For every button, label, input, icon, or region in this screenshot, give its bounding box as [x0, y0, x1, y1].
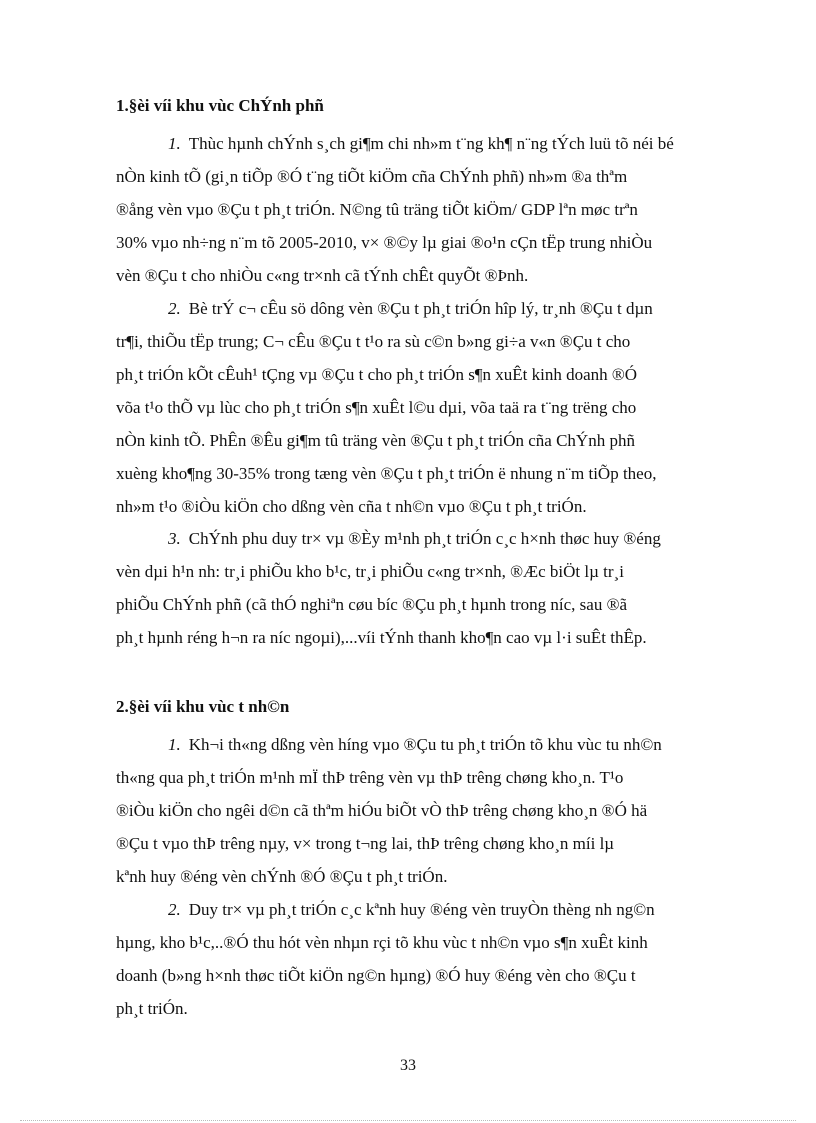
section-2-para-2-line-4: ph¸t triÓn.: [116, 999, 188, 1018]
section-1-para-1-line-3: ®ång vèn vµo ®Çu t ph¸t triÓn. N©ng tû träng tiÕt kiÖm/ GDP lªn møc trªn: [116, 200, 638, 219]
text: Duy tr× vµ ph¸t triÓn c¸c kªnh huy ®éng vèn truyÒn thèng nh ng©n: [188, 900, 655, 919]
section-1-para-2-line-4: võa t¹o thÕ vµ lùc cho ph¸t triÓn s¶n xuÊt l©u dµi, võa taä ra t¨ng trëng cho: [116, 398, 637, 417]
section-2-para-1-line-5: kªnh huy ®éng vèn chÝnh ®Ó ®Çu t ph¸t triÓn.: [116, 867, 448, 886]
section-2-para-1-line-2: th«ng qua ph¸t triÓn m¹nh mÏ thÞ trêng vèn vµ thÞ trêng chøng kho¸n. T¹o: [116, 768, 624, 787]
section-1-para-1-line-4: 30% vµo nh÷ng n¨m tõ 2005-2010, v× ®©y lµ giai ®o¹n cÇn tËp trung nhiÒu: [116, 233, 653, 252]
section-1-para-2-line-3: ph¸t triÓn kÕt cÊuh¹ tÇng vµ ®Çu t cho ph¸t triÓn s¶n xuÊt kinh doanh ®Ó: [116, 365, 638, 384]
para-number: 2.: [168, 299, 181, 318]
text: ChÝnh phu duy tr× vµ ®Èy m¹nh ph¸t triÓn c¸c h×nh thøc huy ®éng: [188, 529, 661, 548]
section-1-para-3-line-4: ph¸t hµnh réng h¬n ra níc ngoµi),...víi tÝnh thanh kho¶n cao vµ l·i suÊt thÊp.: [116, 628, 647, 647]
section-1-para-2-line-2: tr¶i, thiÕu tËp trung; C¬ cÊu ®Çu t t¹o ra sù c©n b»ng gi÷a v«n ®Çu t cho: [116, 332, 631, 351]
section-1-para-3-line-3: phiÕu ChÝnh phñ (cã thÓ nghiªn cøu bíc ®Çu ph¸t hµnh trong níc, sau ®ã: [116, 595, 628, 614]
section-1-para-3-line-1: [168, 529, 661, 549]
para-number: 1.: [168, 134, 181, 153]
text: Thùc hµnh chÝnh s¸ch gi¶m chi nh»m t¨ng kh¶ n¨ng tÝch luü tõ néi bé: [188, 134, 674, 153]
text: Bè trÝ c¬ cÊu sö dông vèn ®Çu t ph¸t triÓn hîp lý, tr¸nh ®Çu t dµn: [188, 299, 653, 318]
section-1-para-1-line-5: vèn ®Çu t cho nhiÒu c«ng tr×nh cã tÝnh chÊt quyÕt ®Þnh.: [116, 266, 529, 285]
section-2-para-1-line-3: ®iÒu kiÖn cho ngêi d©n cã thªm hiÓu biÕt vÒ thÞ trêng chøng kho¸n ®Ó hä: [116, 801, 648, 820]
section-1-para-2-line-7: nh»m t¹o ®iÒu kiÖn cho dßng vèn cña t nh©n vµo ®Çu t ph¸t triÓn.: [116, 497, 587, 516]
para-number: 3.: [168, 529, 181, 548]
section-2-para-2-line-3: doanh (b»ng h×nh thøc tiÕt kiÖn ng©n hµng) ®Ó huy ®éng vèn cho ®Çu t: [116, 966, 636, 985]
section-1-para-3-line-2: vèn dµi h¹n nh: tr¸i phiÕu kho b¹c, tr¸i phiÕu c«ng tr×nh, ®Æc biÖt lµ tr¸i: [116, 562, 624, 581]
section-2-para-2-line-1: [168, 900, 655, 920]
para-number: 1.: [168, 735, 181, 754]
section-2-para-1-line-1: [168, 735, 662, 755]
page-number: 33: [400, 1057, 416, 1074]
section-1-para-2-line-6: xuèng kho¶ng 30-35% trong tæng vèn ®Çu t ph¸t triÓn ë nhung n¨m tiÕp theo,: [116, 464, 657, 483]
text: Kh¬i th«ng dßng vèn híng vµo ®Çu tu ph¸t triÓn tõ khu vùc tu nh©n: [188, 735, 662, 754]
section-1-para-2-line-5: nÒn kinh tÕ. PhÊn ®Êu gi¶m tû träng vèn ®Çu t ph¸t triÓn cña ChÝnh phñ: [116, 431, 635, 450]
para-number: 2.: [168, 900, 181, 919]
section-1-para-1-line-2: nÒn kinh tÕ (gi¸n tiÕp ®Ó t¨ng tiÕt kiÖm cña ChÝnh phñ) nh»m ®a thªm: [116, 167, 628, 186]
section-2-para-1-line-4: ®Çu t vµo thÞ trêng nµy, v× trong t¬ng lai, thÞ trêng chøng kho¸n míi lµ: [116, 834, 615, 853]
section-2-para-2-line-2: hµng, kho b¹c,..®Ó thu hót vèn nhµn rçi tõ khu vùc t nh©n vµo s¶n xuÊt kinh: [116, 933, 648, 952]
section-1-heading: 1.§èi víi khu vùc ChÝnh phñ: [116, 96, 324, 115]
section-2-heading: 2.§èi víi khu vùc t nh©n: [116, 697, 290, 716]
page-bottom-border: [20, 1120, 796, 1121]
section-1-para-1-line-1: [168, 134, 674, 154]
section-1-para-2-line-1: [168, 299, 653, 319]
